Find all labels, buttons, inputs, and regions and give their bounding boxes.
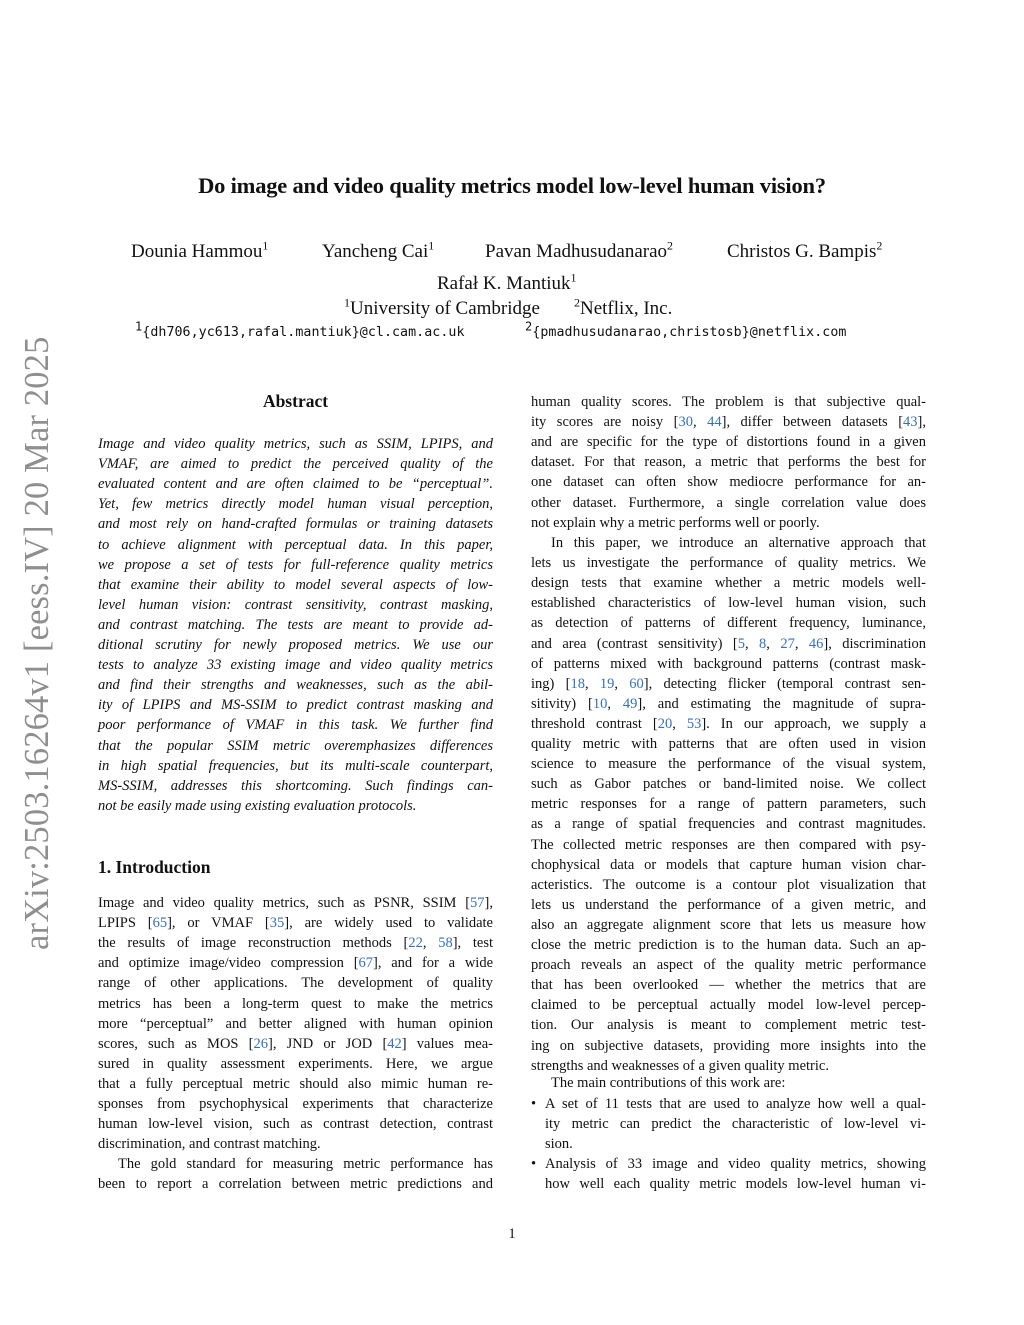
intro-line — [98, 1014, 493, 1034]
line-text: metrics has been a long-term quest to make the metrics — [98, 995, 493, 1012]
line-text: tests to analyze 33 existing image and video quality metrics — [98, 657, 493, 674]
line-text: sitivity) [ — [531, 695, 593, 712]
intro-line — [531, 432, 926, 452]
abstract-line — [98, 695, 493, 715]
line-text: not explain why a metric performs well or poorly. — [531, 514, 820, 531]
citation-link[interactable]: 57 — [470, 895, 485, 911]
citation-link[interactable]: 5 — [737, 635, 745, 652]
abstract-line — [98, 796, 493, 816]
line-text: The main contributions of this work are: — [551, 1075, 786, 1091]
line-text: the results of image reconstruction methods [ — [98, 935, 409, 952]
intro-line — [531, 493, 926, 513]
citation-link[interactable]: 67 — [358, 955, 374, 972]
intro-line — [531, 995, 926, 1015]
page-number: 1 — [508, 1226, 516, 1242]
intro-line — [531, 794, 926, 814]
line-text: Analysis of 33 image and video quality metrics, showing — [545, 1156, 926, 1173]
line-text: ], differ between datasets [ — [721, 414, 904, 431]
intro-line — [98, 1134, 493, 1154]
citation-link[interactable]: 46 — [808, 635, 824, 652]
line-text: ], or VMAF [ — [167, 915, 270, 932]
abstract-line — [98, 474, 493, 494]
abstract-line — [98, 736, 493, 756]
author-name: Rafał K. Mantiuk$^1$ — [437, 270, 577, 294]
abstract-line — [98, 575, 493, 595]
line-text: not be easily made using existing evaluation protocols. — [98, 797, 417, 814]
intro-line — [531, 975, 926, 995]
line-text: In this paper, we introduce an alternative approach that — [551, 535, 926, 551]
intro-line — [98, 1054, 493, 1074]
abstract-line — [98, 535, 493, 555]
line-text: discrimination, and contrast matching. — [98, 1136, 321, 1153]
line-text: Yet, few metrics directly model human visual perception, — [98, 496, 493, 513]
line-text: sponses from psychophysical experiments that characterize — [98, 1096, 493, 1112]
line-text: , — [422, 935, 439, 952]
bullet-line — [545, 1174, 926, 1194]
line-text: , — [794, 635, 809, 652]
bullet-line — [545, 1094, 926, 1114]
intro-line — [551, 533, 926, 553]
line-text: Image and video quality metrics, such as SSIM, LPIPS, and — [98, 436, 493, 452]
author-name: Christos G. Bampis$^2$ — [727, 238, 883, 262]
intro-line — [98, 893, 493, 913]
line-text: and optimize image/video compression [ — [98, 955, 359, 972]
line-text: close the metric prediction is to the human data. Such an ap- — [531, 937, 926, 953]
line-text: ], and for a wide — [373, 955, 494, 972]
abstract-line — [98, 555, 493, 575]
line-text: ], — [484, 895, 493, 911]
citation-link[interactable]: 27 — [780, 635, 795, 652]
citation-link[interactable]: 22 — [408, 935, 423, 952]
abstract-line — [98, 675, 493, 695]
line-text: poor performance of VMAF in this task. We further find — [98, 717, 493, 734]
line-text: as detection of patterns of different frequency, luminance, — [531, 615, 926, 632]
affiliation: $^2$Netflix, Inc. — [574, 295, 673, 319]
citation-link[interactable]: 42 — [387, 1035, 402, 1052]
line-text: ] values mea- — [401, 1035, 493, 1052]
line-text: to achieve alignment with perceptual data. In this paper, — [98, 536, 493, 553]
intro-line — [531, 955, 926, 975]
line-text: ]. In our approach, we supply a — [701, 715, 927, 732]
bullet-icon: • — [531, 1096, 537, 1112]
bullet-icon: • — [531, 1156, 537, 1173]
line-text: how well each quality metric models low-level human vi- — [545, 1176, 926, 1193]
line-text: dataset. For that reason, a metric that performs the best for — [531, 454, 926, 471]
arxiv-identifier: arXiv:2503.16264v1 [eess.IV] 20 Mar 2025 — [18, 336, 56, 950]
line-text: we propose a set of tests for full-reference quality metrics — [98, 556, 493, 573]
line-text: human quality scores. The problem is that subjective qual- — [531, 394, 926, 410]
intro-line — [98, 1094, 493, 1114]
line-text: , — [745, 635, 760, 652]
abstract-line — [98, 756, 493, 776]
line-text: ], test — [452, 935, 493, 952]
citation-link[interactable]: 26 — [253, 1035, 269, 1052]
line-text: strengths and weaknesses of a given quality metric. — [531, 1057, 829, 1074]
intro-line — [531, 814, 926, 834]
line-text: that has been overlooked — whether the metrics that are — [531, 977, 926, 994]
line-text: been to report a correlation between metric predictions and — [98, 1176, 493, 1193]
citation-link[interactable]: 49 — [622, 695, 638, 712]
intro-line — [98, 973, 493, 993]
line-text: as a range of spatial frequencies and contrast magnitudes. — [531, 816, 926, 833]
intro-line — [98, 1034, 493, 1054]
abstract-line — [98, 655, 493, 675]
intro-line — [531, 754, 926, 774]
line-text: ], detecting flicker (temporal contrast sen- — [643, 675, 927, 692]
line-text: , — [584, 675, 600, 692]
line-text: tion. Our analysis is meant to complement metric test- — [531, 1017, 926, 1034]
citation-link[interactable]: 8 — [759, 635, 767, 652]
line-text: ing on subjective datasets, providing more insights into the — [531, 1037, 926, 1054]
intro-line — [531, 412, 926, 432]
intro-line — [98, 913, 493, 933]
intro-line — [98, 1074, 493, 1094]
intro-line — [531, 1015, 926, 1035]
line-text: ], and estimating the magnitude of supra- — [637, 695, 926, 712]
intro-line — [531, 513, 926, 533]
line-text: lets us understand the performance of a given metric, and — [531, 896, 926, 913]
line-text: scores, such as MOS [ — [98, 1035, 254, 1052]
intro-line — [118, 1154, 493, 1174]
citation-link[interactable]: 30 — [678, 414, 693, 431]
intro-line — [531, 835, 926, 855]
citation-link[interactable]: 44 — [707, 414, 722, 431]
line-text: VMAF, are aimed to predict the perceived quality of the — [98, 456, 493, 473]
line-text: metric responses for a range of pattern parameters, such — [531, 796, 926, 813]
citation-link[interactable]: 35 — [269, 915, 285, 932]
line-text: proach reveals an aspect of the quality metric performance — [531, 957, 926, 974]
bullet-line — [545, 1114, 926, 1134]
line-text: established characteristics of low-level human vision, such — [531, 595, 926, 612]
citation-link[interactable]: 43 — [903, 414, 918, 431]
line-text: The gold standard for measuring metric performance has — [118, 1156, 493, 1172]
line-text: sured in quality assessment experiments. Here, we argue — [98, 1055, 493, 1072]
line-text: ity scores are noisy [ — [531, 414, 679, 431]
citation-link[interactable]: 10 — [592, 695, 608, 712]
intro-line — [531, 654, 926, 674]
line-text: ity of LPIPS and MS-SSIM to predict contrast masking and — [98, 697, 493, 714]
affiliation: $^1$University of Cambridge — [344, 295, 540, 319]
intro-line — [531, 553, 926, 573]
line-text: other dataset. Furthermore, a single correlation value does — [531, 494, 926, 511]
intro-line — [531, 875, 926, 895]
line-text: ], JND or JOD [ — [268, 1035, 388, 1052]
intro-line — [531, 634, 926, 654]
abstract-line — [98, 776, 493, 796]
intro-line — [531, 855, 926, 875]
line-text: ity metric can predict the characteristic of low-level vi- — [545, 1116, 926, 1133]
line-text: acteristics. The outcome is a contour plot visualization that — [531, 876, 926, 893]
intro-line — [531, 573, 926, 593]
citation-link[interactable]: 20 — [657, 715, 673, 732]
bullet-line — [545, 1154, 926, 1174]
line-text: level human vision: contrast sensitivity, contrast masking, — [98, 596, 493, 613]
intro-line — [98, 933, 493, 953]
intro-line — [531, 714, 926, 734]
line-text: such as Gabor patches or band-limited noise. We collect — [531, 776, 926, 793]
line-text: ], discrimination — [823, 635, 927, 652]
citation-link[interactable]: 19 — [599, 675, 615, 692]
contributions-intro — [551, 1073, 926, 1093]
intro-line — [531, 472, 926, 492]
author-name: Dounia Hammou$^1$ — [131, 238, 269, 262]
line-text: LPIPS [ — [98, 915, 153, 932]
line-text: , — [672, 715, 687, 732]
intro-line — [98, 1174, 493, 1194]
line-text: and are specific for the type of distortions found in a given — [531, 434, 926, 451]
line-text: ing) [ — [531, 675, 571, 692]
line-text: also an aggregate alignment score that lets us measure how — [531, 916, 926, 933]
line-text: Image and video quality metrics, such as PSNR, SSIM [ — [98, 895, 471, 911]
intro-line — [98, 994, 493, 1014]
intro-line — [531, 734, 926, 754]
abstract-line — [98, 494, 493, 514]
intro-line — [531, 774, 926, 794]
intro-line — [531, 1036, 926, 1056]
line-text: that a fully perceptual metric should also mimic human re- — [98, 1075, 493, 1092]
abstract-heading: Abstract — [262, 391, 329, 411]
line-text: , — [614, 675, 630, 692]
line-text: claimed to be perceptual actually model low-level percep- — [531, 997, 926, 1014]
line-text: ], are widely used to validate — [284, 915, 493, 932]
intro-line — [98, 953, 493, 973]
line-text: one dataset can often show mediocre performance for an- — [531, 474, 926, 491]
intro-line — [531, 674, 926, 694]
line-text: ditional scrutiny for newly proposed metrics. We use our — [98, 637, 493, 653]
citation-link[interactable]: 58 — [438, 935, 453, 952]
line-text: and find their strengths and weaknesses, such as the abil- — [98, 677, 493, 694]
citation-link[interactable]: 53 — [686, 715, 702, 732]
author-name: Pavan Madhusudanarao$^2$ — [485, 238, 674, 262]
line-text: of patterns mixed with background patterns (contrast mask- — [531, 655, 926, 672]
line-text: human low-level vision, such as contrast detection, contrast — [98, 1116, 493, 1133]
intro-line — [531, 915, 926, 935]
line-text: and area (contrast sensitivity) [ — [531, 635, 738, 652]
intro-line — [531, 935, 926, 955]
line-text: lets us investigate the performance of quality metrics. We — [531, 555, 926, 572]
line-text: quality metric with patterns that are often used in vision — [531, 736, 926, 752]
intro-line — [531, 593, 926, 613]
abstract-line — [98, 635, 493, 655]
line-text: evaluated content and are often claimed to be “perceptual”. — [98, 476, 493, 493]
line-text: that the popular SSIM metric overemphasizes differences — [98, 737, 493, 754]
abstract-line — [98, 615, 493, 635]
line-text: chophysical data or models that capture human vision char- — [531, 856, 926, 873]
abstract-line — [98, 434, 493, 454]
intro-line — [531, 452, 926, 472]
section-heading-introduction: 1. Introduction — [98, 857, 211, 877]
citation-link[interactable]: 18 — [570, 675, 585, 692]
abstract-line — [98, 715, 493, 735]
line-text: A set of 11 tests that are used to analyze how well a qual- — [545, 1096, 926, 1112]
intro-line — [531, 895, 926, 915]
bullet-line — [545, 1134, 926, 1154]
intro-line — [531, 392, 926, 412]
line-text: The collected metric responses are then compared with psy- — [531, 836, 926, 853]
paper-title: Do image and video quality metrics model low-level human vision? — [198, 173, 826, 198]
intro-line — [531, 694, 926, 714]
citation-link[interactable]: 60 — [629, 675, 644, 692]
line-text: and contrast matching. The tests are meant to provide ad- — [98, 616, 493, 633]
line-text: and most rely on hand-crafted formulas or training datasets — [98, 516, 493, 533]
line-text: design tests that examine whether a metric models well- — [531, 575, 926, 592]
line-text: , — [607, 695, 623, 712]
intro-line — [531, 613, 926, 633]
line-text: in high spatial frequencies, but its multi-scale counterpart, — [98, 757, 493, 774]
author-email[interactable]: $^1${dh706,yc613,rafal.mantiuk}@cl.cam.ac.uk — [135, 319, 465, 340]
line-text: , — [766, 635, 781, 652]
line-text: threshold contrast [ — [531, 715, 658, 732]
author-email[interactable]: $^2${pmadhusudanarao,christosb}@netflix.com — [525, 319, 847, 340]
line-text: sion. — [545, 1136, 573, 1153]
line-text: science to measure the performance of the visual system, — [531, 756, 926, 773]
line-text: more “perceptual” and better aligned with human opinion — [98, 1015, 493, 1032]
abstract-line — [98, 595, 493, 615]
citation-link[interactable]: 65 — [152, 915, 168, 932]
line-text: range of other applications. The development of quality — [98, 975, 493, 992]
intro-line — [98, 1114, 493, 1134]
line-text: MS-SSIM, addresses this shortcoming. Such findings can- — [98, 777, 493, 794]
line-text: , — [692, 414, 708, 431]
abstract-line — [98, 514, 493, 534]
line-text: ], — [917, 414, 926, 431]
author-name: Yancheng Cai$^1$ — [322, 238, 435, 262]
abstract-line — [98, 454, 493, 474]
line-text: that examine their ability to model several aspects of low- — [98, 576, 493, 593]
